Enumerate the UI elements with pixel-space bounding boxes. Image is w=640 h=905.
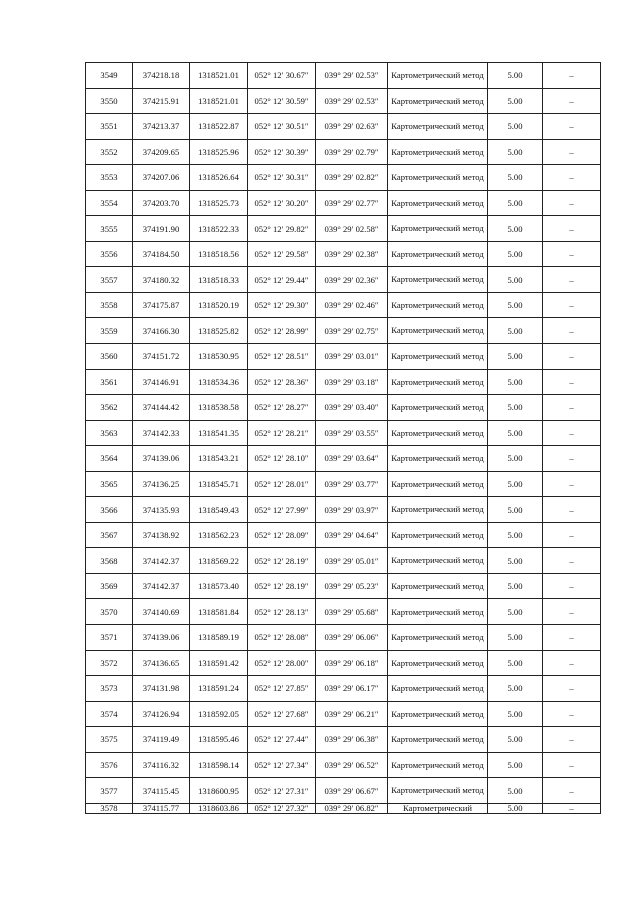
y-coordinate-cell: 1318526.64 (190, 165, 248, 191)
method-cell: Картометрический метод (388, 727, 488, 753)
precision-cell: 5.00 (488, 165, 543, 191)
method-cell: Картометрический метод (388, 778, 488, 804)
table-row (86, 497, 601, 523)
latitude-cell: 052° 12′ 28.27″ (248, 395, 316, 421)
x-coordinate-cell: 374218.18 (133, 63, 190, 89)
note-cell: – (543, 778, 601, 804)
latitude-cell: 052° 12′ 27.32″ (248, 803, 316, 813)
y-coordinate-cell: 1318530.95 (190, 344, 248, 370)
method-cell: Картометрический метод (388, 599, 488, 625)
longitude-cell: 039° 29′ 06.18″ (316, 650, 388, 676)
table-row (86, 650, 601, 676)
precision-cell: 5.00 (488, 752, 543, 778)
x-coordinate-cell: 374213.37 (133, 114, 190, 140)
method-cell: Картометрический метод (388, 522, 488, 548)
y-coordinate-cell: 1318534.36 (190, 369, 248, 395)
note-cell: – (543, 599, 601, 625)
x-coordinate-cell: 374184.50 (133, 241, 190, 267)
longitude-cell: 039° 29′ 02.79″ (316, 139, 388, 165)
point-number-cell: 3564 (86, 446, 133, 472)
coordinates-table (85, 62, 601, 814)
precision-cell: 5.00 (488, 420, 543, 446)
x-coordinate-cell: 374142.37 (133, 573, 190, 599)
note-cell: – (543, 548, 601, 574)
table-row (86, 625, 601, 651)
note-cell: – (543, 241, 601, 267)
x-coordinate-cell: 374139.06 (133, 625, 190, 651)
note-cell: – (543, 625, 601, 651)
point-number-cell: 3559 (86, 318, 133, 344)
precision-cell: 5.00 (488, 267, 543, 293)
precision-cell: 5.00 (488, 88, 543, 114)
note-cell: – (543, 344, 601, 370)
point-number-cell: 3555 (86, 216, 133, 242)
note-cell: – (543, 650, 601, 676)
table-row (86, 241, 601, 267)
longitude-cell: 039° 29′ 06.52″ (316, 752, 388, 778)
point-number-cell: 3578 (86, 803, 133, 813)
latitude-cell: 052° 12′ 27.99″ (248, 497, 316, 523)
note-cell: – (543, 216, 601, 242)
point-number-cell: 3573 (86, 676, 133, 702)
y-coordinate-cell: 1318598.14 (190, 752, 248, 778)
longitude-cell: 039° 29′ 03.77″ (316, 471, 388, 497)
table-row (86, 292, 601, 318)
latitude-cell: 052° 12′ 30.59″ (248, 88, 316, 114)
point-number-cell: 3577 (86, 778, 133, 804)
y-coordinate-cell: 1318518.33 (190, 267, 248, 293)
latitude-cell: 052° 12′ 30.67″ (248, 63, 316, 89)
y-coordinate-cell: 1318589.19 (190, 625, 248, 651)
note-cell: – (543, 395, 601, 421)
latitude-cell: 052° 12′ 30.39″ (248, 139, 316, 165)
y-coordinate-cell: 1318600.95 (190, 778, 248, 804)
x-coordinate-cell: 374138.92 (133, 522, 190, 548)
method-cell: Картометрический метод (388, 369, 488, 395)
precision-cell: 5.00 (488, 395, 543, 421)
latitude-cell: 052° 12′ 28.10″ (248, 446, 316, 472)
method-cell: Картометрический метод (388, 292, 488, 318)
x-coordinate-cell: 374151.72 (133, 344, 190, 370)
precision-cell: 5.00 (488, 241, 543, 267)
latitude-cell: 052° 12′ 30.31″ (248, 165, 316, 191)
precision-cell: 5.00 (488, 318, 543, 344)
x-coordinate-cell: 374203.70 (133, 190, 190, 216)
point-number-cell: 3551 (86, 114, 133, 140)
latitude-cell: 052° 12′ 29.82″ (248, 216, 316, 242)
table-row (86, 752, 601, 778)
table-row (86, 778, 601, 804)
latitude-cell: 052° 12′ 27.31″ (248, 778, 316, 804)
x-coordinate-cell: 374209.65 (133, 139, 190, 165)
table-row (86, 114, 601, 140)
precision-cell: 5.00 (488, 446, 543, 472)
note-cell: – (543, 752, 601, 778)
point-number-cell: 3549 (86, 63, 133, 89)
longitude-cell: 039° 29′ 02.75″ (316, 318, 388, 344)
longitude-cell: 039° 29′ 05.01″ (316, 548, 388, 574)
point-number-cell: 3556 (86, 241, 133, 267)
x-coordinate-cell: 374142.33 (133, 420, 190, 446)
longitude-cell: 039° 29′ 02.63″ (316, 114, 388, 140)
note-cell: – (543, 446, 601, 472)
table-row (86, 471, 601, 497)
table-row (86, 88, 601, 114)
precision-cell: 5.00 (488, 190, 543, 216)
y-coordinate-cell: 1318522.87 (190, 114, 248, 140)
precision-cell: 5.00 (488, 650, 543, 676)
point-number-cell: 3566 (86, 497, 133, 523)
method-cell: Картометрический метод (388, 344, 488, 370)
y-coordinate-cell: 1318521.01 (190, 63, 248, 89)
y-coordinate-cell: 1318592.05 (190, 701, 248, 727)
note-cell: – (543, 727, 601, 753)
latitude-cell: 052° 12′ 28.13″ (248, 599, 316, 625)
latitude-cell: 052° 12′ 28.00″ (248, 650, 316, 676)
y-coordinate-cell: 1318591.24 (190, 676, 248, 702)
longitude-cell: 039° 29′ 03.97″ (316, 497, 388, 523)
note-cell: – (543, 114, 601, 140)
longitude-cell: 039° 29′ 06.17″ (316, 676, 388, 702)
latitude-cell: 052° 12′ 28.08″ (248, 625, 316, 651)
y-coordinate-cell: 1318549.43 (190, 497, 248, 523)
point-number-cell: 3575 (86, 727, 133, 753)
y-coordinate-cell: 1318518.56 (190, 241, 248, 267)
latitude-cell: 052° 12′ 28.19″ (248, 548, 316, 574)
latitude-cell: 052° 12′ 27.68″ (248, 701, 316, 727)
table-row (86, 676, 601, 702)
x-coordinate-cell: 374146.91 (133, 369, 190, 395)
y-coordinate-cell: 1318525.96 (190, 139, 248, 165)
table-row (86, 369, 601, 395)
point-number-cell: 3567 (86, 522, 133, 548)
note-cell: – (543, 676, 601, 702)
table-row (86, 420, 601, 446)
point-number-cell: 3568 (86, 548, 133, 574)
point-number-cell: 3561 (86, 369, 133, 395)
longitude-cell: 039° 29′ 02.58″ (316, 216, 388, 242)
x-coordinate-cell: 374144.42 (133, 395, 190, 421)
table-row (86, 803, 601, 813)
latitude-cell: 052° 12′ 27.34″ (248, 752, 316, 778)
method-cell: Картометрический метод (388, 446, 488, 472)
longitude-cell: 039° 29′ 02.46″ (316, 292, 388, 318)
y-coordinate-cell: 1318541.35 (190, 420, 248, 446)
longitude-cell: 039° 29′ 03.64″ (316, 446, 388, 472)
y-coordinate-cell: 1318522.33 (190, 216, 248, 242)
longitude-cell: 039° 29′ 06.82″ (316, 803, 388, 813)
x-coordinate-cell: 374166.30 (133, 318, 190, 344)
method-cell: Картометрический метод (388, 114, 488, 140)
precision-cell: 5.00 (488, 471, 543, 497)
method-cell: Картометрический метод (388, 190, 488, 216)
note-cell: – (543, 267, 601, 293)
point-number-cell: 3560 (86, 344, 133, 370)
precision-cell: 5.00 (488, 676, 543, 702)
table-row (86, 190, 601, 216)
x-coordinate-cell: 374180.32 (133, 267, 190, 293)
point-number-cell: 3550 (86, 88, 133, 114)
table-row (86, 395, 601, 421)
x-coordinate-cell: 374115.77 (133, 803, 190, 813)
y-coordinate-cell: 1318569.22 (190, 548, 248, 574)
longitude-cell: 039° 29′ 02.77″ (316, 190, 388, 216)
longitude-cell: 039° 29′ 03.40″ (316, 395, 388, 421)
method-cell: Картометрический метод (388, 241, 488, 267)
latitude-cell: 052° 12′ 28.21″ (248, 420, 316, 446)
precision-cell: 5.00 (488, 573, 543, 599)
table-row (86, 165, 601, 191)
precision-cell: 5.00 (488, 803, 543, 813)
table-row (86, 344, 601, 370)
longitude-cell: 039° 29′ 04.64″ (316, 522, 388, 548)
longitude-cell: 039° 29′ 06.06″ (316, 625, 388, 651)
method-cell: Картометрический метод (388, 216, 488, 242)
precision-cell: 5.00 (488, 778, 543, 804)
precision-cell: 5.00 (488, 727, 543, 753)
precision-cell: 5.00 (488, 63, 543, 89)
x-coordinate-cell: 374136.65 (133, 650, 190, 676)
point-number-cell: 3552 (86, 139, 133, 165)
note-cell: – (543, 292, 601, 318)
latitude-cell: 052° 12′ 27.44″ (248, 727, 316, 753)
x-coordinate-cell: 374116.32 (133, 752, 190, 778)
note-cell: – (543, 88, 601, 114)
method-cell: Картометрический метод (388, 676, 488, 702)
table-row (86, 318, 601, 344)
method-cell: Картометрический метод (388, 395, 488, 421)
method-cell: Картометрический метод (388, 318, 488, 344)
method-cell: Картометрический метод (388, 650, 488, 676)
y-coordinate-cell: 1318520.19 (190, 292, 248, 318)
point-number-cell: 3557 (86, 267, 133, 293)
table-row (86, 548, 601, 574)
x-coordinate-cell: 374131.98 (133, 676, 190, 702)
note-cell: – (543, 165, 601, 191)
note-cell: – (543, 318, 601, 344)
longitude-cell: 039° 29′ 05.68″ (316, 599, 388, 625)
latitude-cell: 052° 12′ 27.85″ (248, 676, 316, 702)
method-cell: Картометрический (388, 803, 488, 813)
precision-cell: 5.00 (488, 625, 543, 651)
y-coordinate-cell: 1318545.71 (190, 471, 248, 497)
latitude-cell: 052° 12′ 29.30″ (248, 292, 316, 318)
method-cell: Картометрический метод (388, 165, 488, 191)
note-cell: – (543, 139, 601, 165)
precision-cell: 5.00 (488, 522, 543, 548)
latitude-cell: 052° 12′ 28.36″ (248, 369, 316, 395)
x-coordinate-cell: 374115.45 (133, 778, 190, 804)
point-number-cell: 3574 (86, 701, 133, 727)
precision-cell: 5.00 (488, 369, 543, 395)
point-number-cell: 3553 (86, 165, 133, 191)
x-coordinate-cell: 374119.49 (133, 727, 190, 753)
x-coordinate-cell: 374139.06 (133, 446, 190, 472)
method-cell: Картометрический метод (388, 420, 488, 446)
note-cell: – (543, 497, 601, 523)
point-number-cell: 3563 (86, 420, 133, 446)
latitude-cell: 052° 12′ 28.09″ (248, 522, 316, 548)
x-coordinate-cell: 374136.25 (133, 471, 190, 497)
longitude-cell: 039° 29′ 02.36″ (316, 267, 388, 293)
point-number-cell: 3569 (86, 573, 133, 599)
y-coordinate-cell: 1318521.01 (190, 88, 248, 114)
longitude-cell: 039° 29′ 03.55″ (316, 420, 388, 446)
y-coordinate-cell: 1318603.86 (190, 803, 248, 813)
method-cell: Картометрический метод (388, 497, 488, 523)
precision-cell: 5.00 (488, 701, 543, 727)
x-coordinate-cell: 374191.90 (133, 216, 190, 242)
x-coordinate-cell: 374175.87 (133, 292, 190, 318)
method-cell: Картометрический метод (388, 267, 488, 293)
point-number-cell: 3571 (86, 625, 133, 651)
x-coordinate-cell: 374140.69 (133, 599, 190, 625)
table-row (86, 573, 601, 599)
longitude-cell: 039° 29′ 06.21″ (316, 701, 388, 727)
precision-cell: 5.00 (488, 599, 543, 625)
latitude-cell: 052° 12′ 29.44″ (248, 267, 316, 293)
method-cell: Картометрический метод (388, 63, 488, 89)
method-cell: Картометрический метод (388, 625, 488, 651)
method-cell: Картометрический метод (388, 573, 488, 599)
longitude-cell: 039° 29′ 06.67″ (316, 778, 388, 804)
y-coordinate-cell: 1318525.82 (190, 318, 248, 344)
method-cell: Картометрический метод (388, 752, 488, 778)
y-coordinate-cell: 1318562.23 (190, 522, 248, 548)
table-row (86, 267, 601, 293)
point-number-cell: 3565 (86, 471, 133, 497)
note-cell: – (543, 573, 601, 599)
note-cell: – (543, 190, 601, 216)
precision-cell: 5.00 (488, 548, 543, 574)
y-coordinate-cell: 1318595.46 (190, 727, 248, 753)
longitude-cell: 039° 29′ 02.53″ (316, 88, 388, 114)
y-coordinate-cell: 1318581.84 (190, 599, 248, 625)
latitude-cell: 052° 12′ 29.58″ (248, 241, 316, 267)
table-row (86, 701, 601, 727)
precision-cell: 5.00 (488, 292, 543, 318)
method-cell: Картометрический метод (388, 701, 488, 727)
table-row (86, 446, 601, 472)
x-coordinate-cell: 374142.37 (133, 548, 190, 574)
longitude-cell: 039° 29′ 03.18″ (316, 369, 388, 395)
y-coordinate-cell: 1318573.40 (190, 573, 248, 599)
precision-cell: 5.00 (488, 216, 543, 242)
note-cell: – (543, 522, 601, 548)
y-coordinate-cell: 1318591.42 (190, 650, 248, 676)
point-number-cell: 3558 (86, 292, 133, 318)
table-row (86, 139, 601, 165)
longitude-cell: 039° 29′ 03.01″ (316, 344, 388, 370)
latitude-cell: 052° 12′ 28.01″ (248, 471, 316, 497)
longitude-cell: 039° 29′ 05.23″ (316, 573, 388, 599)
latitude-cell: 052° 12′ 28.51″ (248, 344, 316, 370)
point-number-cell: 3554 (86, 190, 133, 216)
longitude-cell: 039° 29′ 02.38″ (316, 241, 388, 267)
note-cell: – (543, 63, 601, 89)
x-coordinate-cell: 374126.94 (133, 701, 190, 727)
x-coordinate-cell: 374215.91 (133, 88, 190, 114)
point-number-cell: 3562 (86, 395, 133, 421)
note-cell: – (543, 471, 601, 497)
note-cell: – (543, 369, 601, 395)
precision-cell: 5.00 (488, 497, 543, 523)
y-coordinate-cell: 1318543.21 (190, 446, 248, 472)
table-body (86, 63, 601, 814)
note-cell: – (543, 803, 601, 813)
latitude-cell: 052° 12′ 30.20″ (248, 190, 316, 216)
latitude-cell: 052° 12′ 30.51″ (248, 114, 316, 140)
table-row (86, 63, 601, 89)
y-coordinate-cell: 1318525.73 (190, 190, 248, 216)
y-coordinate-cell: 1318538.58 (190, 395, 248, 421)
longitude-cell: 039° 29′ 02.82″ (316, 165, 388, 191)
method-cell: Картометрический метод (388, 88, 488, 114)
point-number-cell: 3576 (86, 752, 133, 778)
method-cell: Картометрический метод (388, 471, 488, 497)
table-row (86, 216, 601, 242)
longitude-cell: 039° 29′ 02.53″ (316, 63, 388, 89)
method-cell: Картометрический метод (388, 139, 488, 165)
table-row (86, 599, 601, 625)
precision-cell: 5.00 (488, 344, 543, 370)
note-cell: – (543, 701, 601, 727)
x-coordinate-cell: 374135.93 (133, 497, 190, 523)
longitude-cell: 039° 29′ 06.38″ (316, 727, 388, 753)
precision-cell: 5.00 (488, 139, 543, 165)
method-cell: Картометрический метод (388, 548, 488, 574)
x-coordinate-cell: 374207.06 (133, 165, 190, 191)
table-row (86, 522, 601, 548)
note-cell: – (543, 420, 601, 446)
latitude-cell: 052° 12′ 28.19″ (248, 573, 316, 599)
table-row (86, 727, 601, 753)
point-number-cell: 3570 (86, 599, 133, 625)
precision-cell: 5.00 (488, 114, 543, 140)
latitude-cell: 052° 12′ 28.99″ (248, 318, 316, 344)
point-number-cell: 3572 (86, 650, 133, 676)
